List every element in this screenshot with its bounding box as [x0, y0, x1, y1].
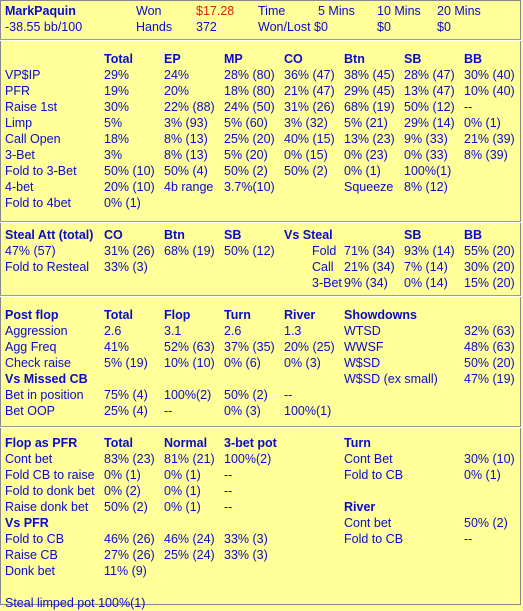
time-5-mins: 5 Mins [318, 4, 355, 18]
fold-to-resteal-value: 33% (3) [104, 260, 148, 274]
pre-row-label: PFR [5, 84, 30, 98]
pre-cell: 0% (1) [104, 196, 141, 210]
vs-pfr-cell: 33% (3) [224, 532, 268, 546]
pre-cell: 50% (2) [284, 164, 328, 178]
postflop-row-label: Check raise [5, 356, 71, 370]
pfr-cell: 0% (1) [104, 468, 141, 482]
river-value: -- [464, 532, 473, 546]
postflop-cell: 1.3 [284, 324, 302, 338]
postflop-header: River [284, 308, 316, 322]
vs-pfr-cell: 46% (24) [164, 532, 215, 546]
vs-steal-title: Vs Steal [284, 228, 333, 242]
vs-pfr-title: Vs PFR [5, 516, 49, 530]
pre-row-label: Fold to 3-Bet [5, 164, 77, 178]
turn-value: 30% (10) [464, 452, 515, 466]
river-label: Cont bet [344, 516, 392, 530]
turn-label: Cont Bet [344, 452, 393, 466]
vs-steal-label: Call [312, 260, 334, 274]
postflop-cell: 2.6 [224, 324, 242, 338]
pre-cell: 24% [164, 68, 190, 82]
pfr-row-label: Fold to donk bet [5, 484, 95, 498]
vs-steal-cell: 21% (34) [344, 260, 395, 274]
vs-pfr-cell: 25% (24) [164, 548, 215, 562]
pfr-cell: 50% (2) [104, 500, 148, 514]
vs-steal-label: 3-Bet [312, 276, 342, 290]
showdown-label: WWSF [344, 340, 384, 354]
pre-cell: 29% [104, 68, 130, 82]
vs-steal-cell: 55% (20) [464, 244, 515, 258]
vs-steal-label: Fold [312, 244, 337, 258]
pre-header: BB [464, 52, 483, 66]
pre-cell: 50% (10) [104, 164, 155, 178]
missed-cb-cell: 0% (3) [224, 404, 261, 418]
pre-cell: 0% (1) [464, 116, 501, 130]
pre-cell: 4b range [164, 180, 214, 194]
pfr-cell: 0% (2) [104, 484, 141, 498]
steal-header-btn: Btn [164, 228, 185, 242]
pre-cell: 68% (19) [344, 100, 395, 114]
turn-value: 0% (1) [464, 468, 501, 482]
steal-limped-pot: Steal limped pot 100%(1) [5, 596, 146, 610]
pre-cell: 0% (15) [284, 148, 328, 162]
pre-cell: 5% [104, 116, 123, 130]
pre-cell: 20% [164, 84, 190, 98]
pre-header: Btn [344, 52, 365, 66]
pre-cell: 100%(1) [404, 164, 452, 178]
pfr-cell: -- [224, 484, 233, 498]
pfr-cell: 83% (23) [104, 452, 155, 466]
player-name: MarkPaquin [5, 4, 76, 18]
pfr-cell: 81% (21) [164, 452, 215, 466]
postflop-cell: 37% (35) [224, 340, 275, 354]
vs-pfr-cell: 33% (3) [224, 548, 268, 562]
postflop-cell: 3.1 [164, 324, 182, 338]
showdown-label: WTSD [344, 324, 381, 338]
pre-cell: 8% (12) [404, 180, 448, 194]
pre-cell: 50% (2) [224, 164, 268, 178]
divider [0, 295, 521, 297]
showdowns-title: Showdowns [344, 308, 417, 322]
missed-cb-cell: 75% (4) [104, 388, 148, 402]
pre-row-label: Raise 1st [5, 100, 58, 114]
pre-cell: Squeeze [344, 180, 394, 194]
pre-cell: 28% (47) [404, 68, 455, 82]
pre-cell: 19% [104, 84, 130, 98]
pre-cell: 0% (23) [344, 148, 388, 162]
steal-co: 31% (26) [104, 244, 155, 258]
pre-cell: 40% (15) [284, 132, 335, 146]
pre-row-label: VP$IP [5, 68, 41, 82]
pre-cell: 29% (45) [344, 84, 395, 98]
postflop-row-label: Aggression [5, 324, 68, 338]
vs-steal-cell: 9% (34) [344, 276, 388, 290]
pfr-header: Total [104, 436, 133, 450]
pfr-row-label: Fold CB to raise [5, 468, 95, 482]
pfr-cell: -- [224, 468, 233, 482]
pre-cell: 36% (47) [284, 68, 335, 82]
postflop-cell: 0% (3) [284, 356, 321, 370]
pre-cell: 25% (20) [224, 132, 275, 146]
steal-total: 47% (57) [5, 244, 56, 258]
showdown-label: W$SD (ex small) [344, 372, 438, 386]
pre-cell: 21% (47) [284, 84, 335, 98]
vs-missed-cb-title: Vs Missed CB [5, 372, 88, 386]
pre-cell: 5% (60) [224, 116, 268, 130]
pre-cell: 18% (80) [224, 84, 275, 98]
turn-label: Fold to CB [344, 468, 404, 482]
divider [0, 426, 521, 428]
pre-cell: 28% (80) [224, 68, 275, 82]
vs-steal-cell: 30% (20) [464, 260, 515, 274]
pfr-cell: -- [224, 500, 233, 514]
pre-cell: 5% (21) [344, 116, 388, 130]
postflop-cell: 41% [104, 340, 130, 354]
missed-cb-cell: 100%(1) [284, 404, 332, 418]
vs-steal-header-sb: SB [404, 228, 422, 242]
showdown-value: 47% (19) [464, 372, 515, 386]
steal-header-co: CO [104, 228, 123, 242]
pfr-row-label: Raise donk bet [5, 500, 89, 514]
pre-row-label: 3-Bet [5, 148, 35, 162]
bb-per-100: -38.55 bb/100 [5, 20, 83, 34]
postflop-cell: 5% (19) [104, 356, 148, 370]
pre-cell: 3.7%(10) [224, 180, 275, 194]
vs-steal-cell: 7% (14) [404, 260, 448, 274]
vs-steal-cell: 15% (20) [464, 276, 515, 290]
pre-cell: 10% (40) [464, 84, 515, 98]
steal-header-sb: SB [224, 228, 242, 242]
pfr-cell: 0% (1) [164, 500, 201, 514]
river-title: River [344, 500, 376, 514]
hands-value: 372 [196, 20, 217, 34]
pre-cell: 38% (45) [344, 68, 395, 82]
pre-cell: 22% (88) [164, 100, 215, 114]
showdown-value: 32% (63) [464, 324, 515, 338]
postflop-header: Turn [224, 308, 251, 322]
pre-header: EP [164, 52, 181, 66]
pfr-cell: 0% (1) [164, 468, 201, 482]
postflop-header: Flop [164, 308, 191, 322]
pre-row-label: Fold to 4bet [5, 196, 72, 210]
pre-cell: 24% (50) [224, 100, 275, 114]
missed-cb-cell: 50% (2) [224, 388, 268, 402]
postflop-cell: 10% (10) [164, 356, 215, 370]
vs-pfr-label: Raise CB [5, 548, 58, 562]
won-label: Won [136, 4, 162, 18]
showdown-value: 48% (63) [464, 340, 515, 354]
pre-cell: 8% (13) [164, 132, 208, 146]
pre-cell: 13% (23) [344, 132, 395, 146]
vs-steal-cell: 71% (34) [344, 244, 395, 258]
pre-cell: 18% [104, 132, 130, 146]
time-20-mins: 20 Mins [437, 4, 481, 18]
steal-btn: 68% (19) [164, 244, 215, 258]
showdown-value: 50% (20) [464, 356, 515, 370]
divider [0, 39, 521, 41]
missed-cb-cell: 25% (4) [104, 404, 148, 418]
pre-cell: 8% (13) [164, 148, 208, 162]
missed-cb-label: Bet in position [5, 388, 84, 402]
pre-cell: 50% (4) [164, 164, 208, 178]
pfr-row-label: Cont bet [5, 452, 53, 466]
fold-to-resteal-label: Fold to Resteal [5, 260, 90, 274]
flop-as-pfr-title: Flop as PFR [5, 436, 78, 450]
postflop-row-label: Agg Freq [5, 340, 57, 354]
pre-header: SB [404, 52, 422, 66]
steal-sb: 50% (12) [224, 244, 275, 258]
vs-pfr-cell: 46% (26) [104, 532, 155, 546]
time-label: Time [258, 4, 286, 18]
pfr-cell: 100%(2) [224, 452, 272, 466]
missed-cb-cell: 100%(2) [164, 388, 212, 402]
pre-cell: 21% (39) [464, 132, 515, 146]
postflop-cell: 20% (25) [284, 340, 335, 354]
postflop-cell: 52% (63) [164, 340, 215, 354]
pre-row-label: Limp [5, 116, 33, 130]
pre-cell: 13% (47) [404, 84, 455, 98]
pre-row-label: 4-bet [5, 180, 34, 194]
pre-cell: 29% (14) [404, 116, 455, 130]
time-10-mins: 10 Mins [377, 4, 421, 18]
vs-pfr-cell: 27% (26) [104, 548, 155, 562]
pre-cell: 3% (93) [164, 116, 208, 130]
postflop-cell: 2.6 [104, 324, 122, 338]
steal-title: Steal Att (total) [5, 228, 94, 242]
pre-header: MP [224, 52, 243, 66]
pre-cell: 0% (1) [344, 164, 381, 178]
pre-cell: 20% (10) [104, 180, 155, 194]
divider [0, 221, 521, 223]
missed-cb-cell: -- [284, 388, 293, 402]
won-value: $17.28 [196, 4, 235, 18]
won-lost-20: $0 [437, 20, 451, 34]
vs-pfr-label: Donk bet [5, 564, 56, 578]
pre-cell: 9% (33) [404, 132, 448, 146]
showdown-label: W$SD [344, 356, 381, 370]
vs-pfr-cell: 11% (9) [104, 564, 147, 578]
missed-cb-label: Bet OOP [5, 404, 56, 418]
river-label: Fold to CB [344, 532, 404, 546]
postflop-header: Total [104, 308, 133, 322]
vs-steal-header-bb: BB [464, 228, 483, 242]
pfr-header: 3-bet pot [224, 436, 277, 450]
pre-header: CO [284, 52, 303, 66]
pre-cell: 30% [104, 100, 130, 114]
hands-label: Hands [136, 20, 173, 34]
pre-cell: 3% (32) [284, 116, 328, 130]
postflop-cell: 0% (6) [224, 356, 261, 370]
turn-title: Turn [344, 436, 371, 450]
vs-steal-cell: 93% (14) [404, 244, 455, 258]
won-lost-10: $0 [377, 20, 391, 34]
pre-cell: 3% [104, 148, 123, 162]
vs-steal-cell: 0% (14) [404, 276, 448, 290]
river-value: 50% (2) [464, 516, 508, 530]
pre-cell: 50% (12) [404, 100, 455, 114]
pre-cell: 8% (39) [464, 148, 508, 162]
pfr-header: Normal [164, 436, 208, 450]
pre-row-label: Call Open [5, 132, 61, 146]
pre-header: Total [104, 52, 133, 66]
pfr-cell: 0% (1) [164, 484, 201, 498]
won-lost-label: Won/Lost $0 [258, 20, 328, 34]
pre-cell: 0% (33) [404, 148, 448, 162]
postflop-title: Post flop [5, 308, 59, 322]
pre-cell: -- [464, 100, 473, 114]
missed-cb-cell: -- [164, 404, 173, 418]
pre-cell: 30% (40) [464, 68, 515, 82]
pre-cell: 31% (26) [284, 100, 335, 114]
pre-cell: 5% (20) [224, 148, 268, 162]
vs-pfr-label: Fold to CB [5, 532, 65, 546]
